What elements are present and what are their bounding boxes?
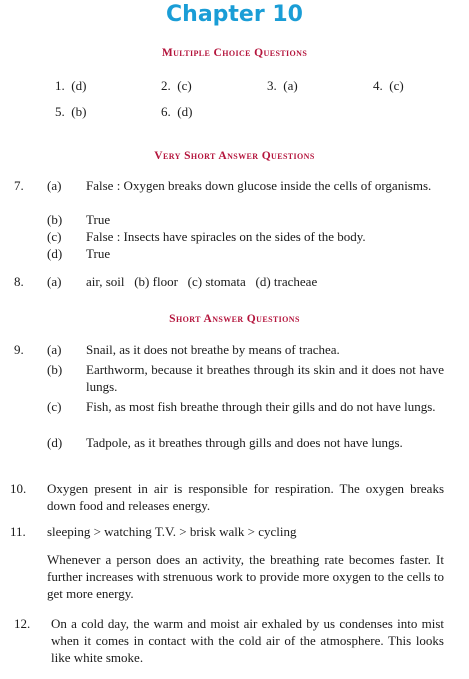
part-label: (d) xyxy=(47,246,63,261)
very-short-heading: Very Short Answer Questions xyxy=(154,150,315,162)
chapter-title: Chapter 10 xyxy=(166,2,303,27)
part-label: (b) xyxy=(47,212,63,227)
answer-text: True xyxy=(86,246,111,261)
question-number: 7. xyxy=(14,178,24,193)
answer-text: air, soil (b) floor (c) stomata (d) tracheae xyxy=(86,274,318,289)
question-number: 9. xyxy=(14,342,24,357)
question-number: 10. xyxy=(10,481,27,496)
order-text: sleeping > watching T.V. > brisk walk > cycling xyxy=(47,524,297,539)
answer-text: Whenever a person does an activity, the breathing rate becomes faster. It further increases with strenuous work to provide more oxygen to the cells to get more energy. xyxy=(47,552,444,601)
question-number: 12. xyxy=(14,616,31,631)
answer-text: On a cold day, the warm and moist air exhaled by us condenses into mist when it comes in contact with the cold air of the atmosphere. This looks like white smoke. xyxy=(51,616,444,665)
mcq-answer: 4. (c) xyxy=(373,78,404,93)
part-label: (d) xyxy=(47,435,63,450)
mcq-heading: Multiple Choice Questions xyxy=(161,47,308,59)
question-number: 8. xyxy=(14,274,24,289)
answer-text: Oxygen present in air is responsible for respiration. The oxygen breaks down food and releases energy. xyxy=(47,481,444,513)
part-label: (c) xyxy=(47,399,62,414)
answer-text: False : Oxygen breaks down glucose inside the cells of organisms. xyxy=(86,178,432,193)
part-label: (b) xyxy=(47,362,63,377)
answer-text: Tadpole, as it breathes through gills and does not have lungs. xyxy=(86,435,403,450)
mcq-answer: 6. (d) xyxy=(161,104,193,119)
answer-text: Earthworm, because it breathes through its skin and it does not have lungs. xyxy=(86,362,444,394)
answer-text: False : Insects have spiracles on the sides of the body. xyxy=(86,229,366,244)
mcq-answer: 5. (b) xyxy=(55,104,87,119)
part-label: (c) xyxy=(47,229,62,244)
part-label: (a) xyxy=(47,274,62,289)
answer-text: True xyxy=(86,212,111,227)
short-answer-heading: Short Answer Questions xyxy=(169,313,300,325)
mcq-answer: 3. (a) xyxy=(267,78,298,93)
mcq-answer: 1. (d) xyxy=(55,78,87,93)
part-label: (a) xyxy=(47,178,62,193)
answer-text: Fish, as most fish breathe through their gills and do not have lungs. xyxy=(86,399,436,414)
mcq-answer: 2. (c) xyxy=(161,78,192,93)
part-label: (a) xyxy=(47,342,62,357)
question-number: 11. xyxy=(10,524,26,539)
answer-text: Snail, as it does not breathe by means of trachea. xyxy=(86,342,340,357)
